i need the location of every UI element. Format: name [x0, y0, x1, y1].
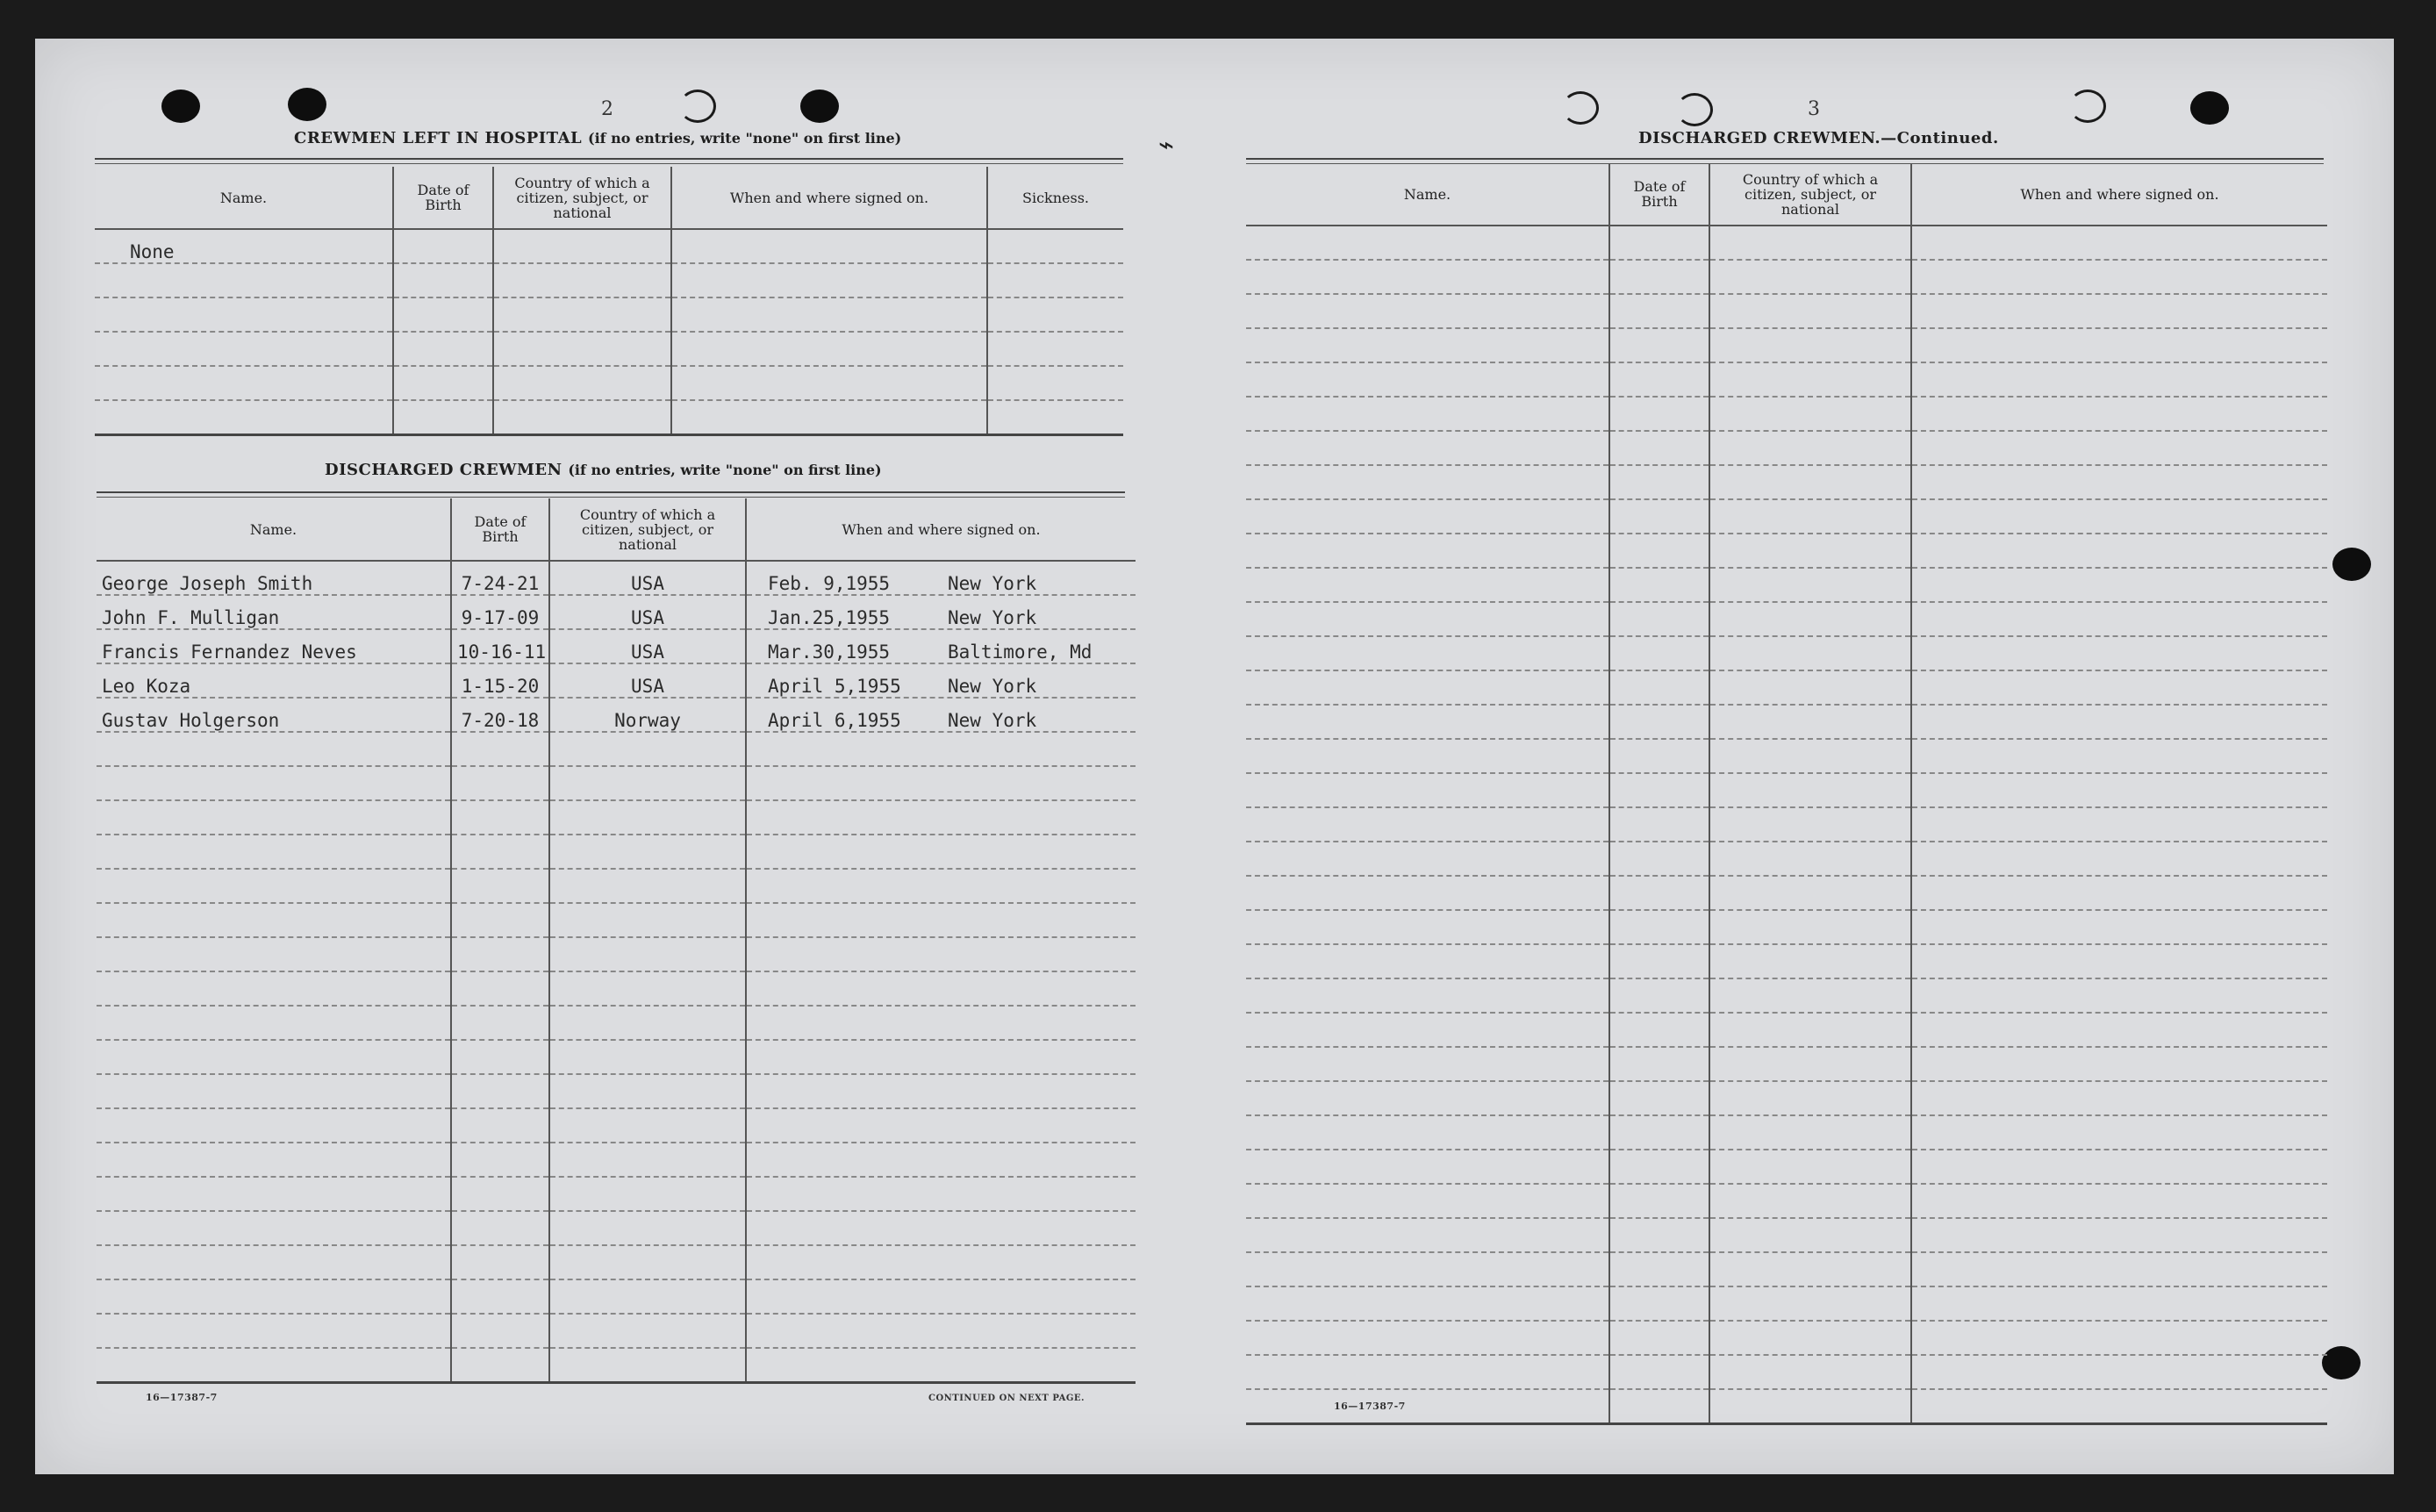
table-row [97, 732, 1136, 766]
table-row [97, 800, 1136, 835]
discharged-table [97, 498, 1136, 1384]
signed-on-date: Feb. 9,1955 [768, 573, 891, 594]
table-row [1246, 1047, 2327, 1081]
table-row [1246, 773, 2327, 807]
table-row [1246, 876, 2327, 910]
column-header: Date of Birth [451, 498, 549, 561]
table-row [97, 698, 1136, 732]
table-row [97, 1006, 1136, 1040]
column-header: When and where signed on. [1911, 163, 2327, 226]
table-row [97, 766, 1136, 800]
table-row [97, 1314, 1136, 1348]
table-header-row [97, 498, 1136, 561]
divider [95, 158, 1123, 164]
table-row [1246, 910, 2327, 944]
table-row [97, 869, 1136, 903]
form-number: 16—17387-7 [146, 1392, 218, 1403]
table-row [1246, 568, 2327, 602]
table-row [1246, 534, 2327, 568]
table-row [1246, 499, 2327, 534]
table-row [1246, 1013, 2327, 1047]
table-row [1246, 670, 2327, 705]
crewman-name: George Joseph Smith [97, 561, 451, 595]
table-row [95, 400, 1123, 435]
signed-on-date: April 5,1955 [768, 676, 901, 697]
country: USA [549, 663, 746, 698]
punch-hole [2332, 548, 2371, 581]
table-row [97, 1245, 1136, 1279]
column-header: Name. [97, 498, 451, 561]
punch-hole [161, 90, 200, 123]
signed-on-cell [746, 629, 1136, 663]
punch-hole [2322, 1346, 2361, 1379]
continued-note: CONTINUED ON NEXT PAGE. [928, 1394, 1085, 1403]
hospital-table [95, 167, 1123, 436]
signed-on-place: New York [948, 710, 1037, 731]
column-header: When and where signed on. [671, 167, 987, 229]
table-row [95, 332, 1123, 366]
table-row [97, 1211, 1136, 1245]
table-row [97, 1074, 1136, 1108]
country: USA [549, 595, 746, 629]
table-row [1246, 1389, 2327, 1424]
signed-on-cell [746, 698, 1136, 732]
discharged-continued-table [1246, 163, 2327, 1425]
crewman-name: Leo Koza [97, 663, 451, 698]
column-header: Name. [95, 167, 393, 229]
table-row [97, 663, 1136, 698]
signed-on-date: Mar.30,1955 [768, 641, 891, 663]
document-sheet [35, 39, 2394, 1474]
signed-on-cell [746, 561, 1136, 595]
signed-on-place: New York [948, 573, 1037, 594]
table-row [1246, 978, 2327, 1013]
column-header: Date of Birth [1609, 163, 1709, 226]
discharged-section-title: DISCHARGED CREWMEN (if no entries, write "none" on first line) [325, 461, 882, 479]
table-row [1246, 431, 2327, 465]
crewman-name: Gustav Holgerson [97, 698, 451, 732]
country: USA [549, 629, 746, 663]
date-of-birth: 9-17-09 [451, 595, 549, 629]
left-page [35, 39, 1176, 1474]
scribble-mark: ⌁ [1158, 130, 1175, 161]
signed-on-cell [746, 663, 1136, 698]
table-header-row [95, 167, 1123, 229]
table-row [1246, 1115, 2327, 1150]
table-row [1246, 1286, 2327, 1321]
table-row [1246, 1184, 2327, 1218]
table-row [1246, 807, 2327, 842]
table-row [1246, 1150, 2327, 1184]
signed-on-date: Jan.25,1955 [768, 607, 891, 628]
table-row [1246, 944, 2327, 978]
right-page [1211, 39, 2394, 1474]
table-row [97, 835, 1136, 869]
table-row [1246, 705, 2327, 739]
punch-hole-ring [1676, 93, 1713, 126]
table-row [1246, 362, 2327, 397]
column-header: Sickness. [987, 167, 1123, 229]
table-row [1246, 294, 2327, 328]
table-row [1246, 226, 2327, 260]
table-row [1246, 1252, 2327, 1286]
table-row [97, 1177, 1136, 1211]
page-number: 3 [1808, 98, 1820, 120]
table-row [95, 263, 1123, 297]
table-row [1246, 636, 2327, 670]
date-of-birth: 10-16-11 [451, 629, 549, 663]
page-number: 2 [601, 98, 613, 120]
signed-on-date: April 6,1955 [768, 710, 901, 731]
table-row [97, 1040, 1136, 1074]
table-row [97, 629, 1136, 663]
column-header: Country of which a citizen, subject, or national [549, 498, 746, 561]
country: USA [549, 561, 746, 595]
table-row [1246, 739, 2327, 773]
table-row [97, 561, 1136, 595]
table-row [95, 229, 1123, 263]
table-row [97, 1348, 1136, 1383]
column-header: Date of Birth [393, 167, 493, 229]
date-of-birth: 1-15-20 [451, 663, 549, 698]
column-header: Country of which a citizen, subject, or national [493, 167, 671, 229]
punch-hole-ring [1562, 91, 1599, 125]
table-row [1246, 328, 2327, 362]
table-row [97, 595, 1136, 629]
table-row [1246, 602, 2327, 636]
form-number: 16—17387-7 [1334, 1401, 1406, 1412]
hospital-section-title: CREWMEN LEFT IN HOSPITAL (if no entries, write "none" on first line) [294, 129, 902, 147]
table-row [1246, 842, 2327, 876]
punch-hole [2190, 91, 2229, 125]
table-header-row [1246, 163, 2327, 226]
table-row [95, 297, 1123, 332]
column-header: When and where signed on. [746, 498, 1136, 561]
country: Norway [549, 698, 746, 732]
table-row [1246, 1081, 2327, 1115]
column-header: Name. [1246, 163, 1609, 226]
column-header: Country of which a citizen, subject, or national [1709, 163, 1911, 226]
punch-hole-ring [2069, 90, 2106, 123]
table-row [97, 1143, 1136, 1177]
table-row [97, 903, 1136, 937]
table-row [1246, 397, 2327, 431]
name-cell: None [95, 229, 393, 263]
divider [97, 491, 1125, 498]
table-row [1246, 1321, 2327, 1355]
table-row [1246, 1355, 2327, 1389]
signed-on-place: New York [948, 676, 1037, 697]
table-row [1246, 260, 2327, 294]
table-row [97, 937, 1136, 971]
signed-on-place: New York [948, 607, 1037, 628]
table-row [97, 1279, 1136, 1314]
table-row [95, 366, 1123, 400]
table-row [1246, 465, 2327, 499]
signed-on-place: Baltimore, Md [948, 641, 1093, 663]
right-section-title: DISCHARGED CREWMEN.—Continued. [1638, 129, 1999, 147]
signed-on-cell [746, 595, 1136, 629]
table-row [97, 1108, 1136, 1143]
crewman-name: John F. Mulligan [97, 595, 451, 629]
punch-hole [800, 90, 839, 123]
punch-hole-ring [679, 90, 716, 123]
table-row [1246, 1218, 2327, 1252]
date-of-birth: 7-24-21 [451, 561, 549, 595]
table-row [97, 971, 1136, 1006]
crewman-name: Francis Fernandez Neves [97, 629, 451, 663]
date-of-birth: 7-20-18 [451, 698, 549, 732]
punch-hole [288, 88, 326, 121]
